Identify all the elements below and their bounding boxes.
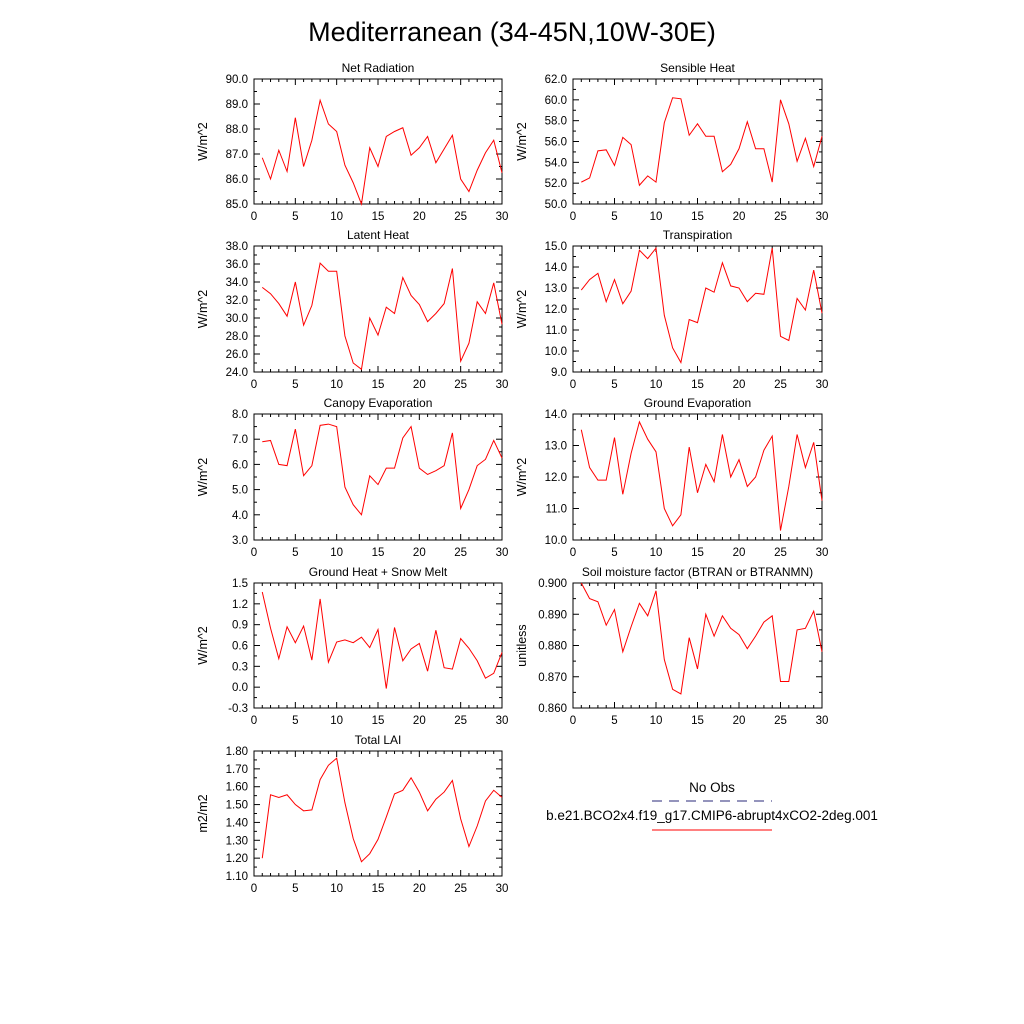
x-tick-label: 25 xyxy=(774,211,787,223)
y-tick-label: 10.0 xyxy=(544,346,567,358)
y-axis-label: W/m^2 xyxy=(196,626,210,665)
x-tick-label: 5 xyxy=(292,547,299,559)
x-tick-label: 0 xyxy=(250,379,258,391)
y-axis-label: unitless xyxy=(515,624,529,667)
x-tick-label: 25 xyxy=(774,715,787,727)
panel-title: Ground Evaporation xyxy=(643,396,752,410)
chart-panel xyxy=(196,565,508,727)
legend-obs-label: No Obs xyxy=(689,780,735,795)
x-tick-label: 30 xyxy=(815,379,829,391)
x-tick-label: 30 xyxy=(815,547,829,559)
y-tick-label: 11.0 xyxy=(545,503,567,516)
y-tick-label: 10.0 xyxy=(544,535,567,547)
y-axis-label: m2/m2 xyxy=(196,794,210,833)
y-tick-label: 8.0 xyxy=(232,409,248,421)
x-tick-label: 15 xyxy=(691,715,704,727)
x-tick-label: 0 xyxy=(569,715,577,727)
x-tick-label: 10 xyxy=(330,379,344,391)
figure-title: Mediterranean (34-45N,10W-30E) xyxy=(308,17,716,47)
y-tick-label: 14.0 xyxy=(544,409,567,421)
y-tick-label: 1.50 xyxy=(225,799,248,812)
x-tick-label: 5 xyxy=(611,715,618,727)
x-tick-label: 15 xyxy=(691,547,704,559)
series-line xyxy=(262,100,502,204)
y-tick-label: 4.0 xyxy=(232,509,248,522)
x-tick-label: 20 xyxy=(412,547,426,559)
plot-frame xyxy=(254,414,502,540)
y-tick-label: 1.30 xyxy=(225,835,248,848)
x-tick-label: 25 xyxy=(454,883,468,895)
y-tick-label: 90.0 xyxy=(225,74,248,86)
x-tick-label: 5 xyxy=(292,715,299,727)
y-tick-label: 86.0 xyxy=(225,174,248,186)
y-tick-label: 0.3 xyxy=(232,661,248,674)
x-tick-label: 15 xyxy=(691,379,704,391)
series-line xyxy=(581,422,822,531)
x-tick-label: 20 xyxy=(412,883,426,895)
chart-panel xyxy=(515,61,828,223)
y-tick-label: 38.0 xyxy=(225,241,248,253)
panel-title: Total LAI xyxy=(354,733,402,747)
legend xyxy=(546,780,878,830)
y-tick-label: 58.0 xyxy=(544,115,567,128)
y-tick-label: 7.0 xyxy=(232,434,248,447)
panel-title: Ground Heat + Snow Melt xyxy=(308,565,448,579)
y-tick-label: 1.70 xyxy=(225,763,248,776)
x-tick-label: 0 xyxy=(250,883,258,895)
x-tick-label: 20 xyxy=(732,547,746,559)
y-axis-label: W/m^2 xyxy=(515,122,529,161)
panel-title: Transpiration xyxy=(662,228,733,242)
x-tick-label: 25 xyxy=(454,547,468,559)
x-tick-label: 15 xyxy=(371,547,385,559)
x-tick-label: 10 xyxy=(330,547,344,559)
y-tick-label: 1.5 xyxy=(232,578,248,590)
y-tick-label: 0.890 xyxy=(538,609,567,622)
y-tick-label: 13.0 xyxy=(544,283,567,295)
x-tick-label: 10 xyxy=(649,379,663,391)
x-tick-label: 25 xyxy=(774,379,787,391)
y-tick-label: 26.0 xyxy=(225,349,248,361)
series-line xyxy=(262,263,502,369)
y-axis-label: W/m^2 xyxy=(196,122,210,161)
x-tick-label: 10 xyxy=(649,547,663,559)
x-tick-label: 10 xyxy=(330,715,344,727)
y-tick-label: 1.10 xyxy=(225,871,248,883)
chart-panel xyxy=(196,228,508,391)
x-tick-label: 10 xyxy=(330,883,344,895)
y-tick-label: 15.0 xyxy=(544,241,567,253)
x-tick-label: 25 xyxy=(454,379,468,391)
y-tick-label: 36.0 xyxy=(225,259,248,271)
x-tick-label: 30 xyxy=(815,715,829,727)
plot-frame xyxy=(254,751,502,876)
x-tick-label: 20 xyxy=(412,379,426,391)
x-tick-label: 30 xyxy=(495,883,509,895)
y-tick-label: 62.0 xyxy=(544,74,567,86)
x-tick-label: 15 xyxy=(371,379,385,391)
x-tick-label: 30 xyxy=(495,547,509,559)
x-tick-label: 10 xyxy=(649,715,663,727)
x-tick-label: 0 xyxy=(250,715,258,727)
x-tick-label: 15 xyxy=(371,715,385,727)
chart-panel xyxy=(196,396,508,559)
y-tick-label: 11.0 xyxy=(545,325,567,337)
x-tick-label: 20 xyxy=(732,715,746,727)
y-tick-label: 12.0 xyxy=(544,304,567,316)
x-tick-label: 10 xyxy=(649,211,663,223)
y-tick-label: 24.0 xyxy=(225,367,248,379)
chart-panel xyxy=(515,565,828,727)
y-tick-label: 0.880 xyxy=(538,640,567,653)
y-tick-label: 6.0 xyxy=(232,459,248,472)
series-line xyxy=(262,592,502,689)
y-tick-label: 0.860 xyxy=(538,703,567,715)
x-tick-label: 0 xyxy=(569,211,577,223)
x-tick-label: 25 xyxy=(454,211,468,223)
y-tick-label: 60.0 xyxy=(544,94,567,107)
y-tick-label: 3.0 xyxy=(232,535,248,547)
series-line xyxy=(581,583,822,694)
y-tick-label: 0.0 xyxy=(232,682,248,695)
panel-title: Canopy Evaporation xyxy=(323,396,433,410)
panel-title: Soil moisture factor (BTRAN or BTRANMN) xyxy=(581,565,814,579)
x-tick-label: 5 xyxy=(292,883,299,895)
y-tick-label: 87.0 xyxy=(225,149,248,161)
y-tick-label: 5.0 xyxy=(232,484,248,497)
x-tick-label: 5 xyxy=(611,547,618,559)
y-tick-label: 0.6 xyxy=(232,640,248,653)
y-tick-label: 88.0 xyxy=(225,124,248,136)
chart-panel xyxy=(196,61,508,223)
y-tick-label: 13.0 xyxy=(544,440,567,453)
x-tick-label: 30 xyxy=(815,211,829,223)
chart-panel xyxy=(515,396,828,559)
legend-model-label: b.e21.BCO2x4.f19_g17.CMIP6-abrupt4xCO2-2deg.001 xyxy=(546,808,878,823)
x-tick-label: 5 xyxy=(611,379,618,391)
y-tick-label: 0.870 xyxy=(538,671,567,684)
y-axis-label: W/m^2 xyxy=(196,289,210,329)
x-tick-label: 5 xyxy=(292,379,299,391)
y-tick-label: 1.20 xyxy=(225,853,248,866)
series-line xyxy=(581,98,822,186)
x-tick-label: 5 xyxy=(611,211,618,223)
x-tick-label: 5 xyxy=(292,211,299,223)
y-axis-label: W/m^2 xyxy=(515,289,529,329)
series-line xyxy=(581,248,822,362)
panels xyxy=(196,61,828,895)
chart-panel xyxy=(196,733,508,895)
x-tick-label: 0 xyxy=(250,211,258,223)
y-tick-label: 1.60 xyxy=(225,781,248,794)
y-tick-label: 56.0 xyxy=(544,136,567,149)
plot-frame xyxy=(573,79,822,204)
y-axis-label: W/m^2 xyxy=(515,457,529,497)
y-tick-label: 32.0 xyxy=(225,295,248,307)
panel-title: Net Radiation xyxy=(341,61,415,75)
x-tick-label: 25 xyxy=(454,715,468,727)
x-tick-label: 20 xyxy=(412,211,426,223)
y-tick-label: 9.0 xyxy=(551,367,567,379)
x-tick-label: 30 xyxy=(495,379,509,391)
plot-frame xyxy=(254,583,502,708)
y-tick-label: 28.0 xyxy=(225,331,248,343)
y-tick-label: 52.0 xyxy=(544,178,567,191)
x-tick-label: 15 xyxy=(371,211,385,223)
y-tick-label: 89.0 xyxy=(225,99,248,111)
x-tick-label: 10 xyxy=(330,211,344,223)
x-tick-label: 15 xyxy=(371,883,385,895)
plot-frame xyxy=(573,246,822,372)
x-tick-label: 20 xyxy=(732,379,746,391)
panel-title: Latent Heat xyxy=(346,228,410,242)
y-tick-label: 1.80 xyxy=(225,746,248,758)
y-tick-label: 0.900 xyxy=(538,578,567,590)
x-tick-label: 25 xyxy=(774,547,787,559)
y-tick-label: 14.0 xyxy=(544,262,567,274)
x-tick-label: 30 xyxy=(495,715,509,727)
y-tick-label: 1.2 xyxy=(232,598,248,611)
x-tick-label: 0 xyxy=(569,547,577,559)
y-tick-label: 34.0 xyxy=(225,277,248,289)
series-line xyxy=(262,424,502,515)
y-axis-label: W/m^2 xyxy=(196,457,210,497)
y-tick-label: 50.0 xyxy=(544,199,567,211)
x-tick-label: 20 xyxy=(732,211,746,223)
y-tick-label: 0.9 xyxy=(232,619,248,632)
plot-frame xyxy=(573,583,822,708)
chart-panel xyxy=(515,228,828,391)
y-tick-label: 1.40 xyxy=(225,817,248,830)
x-tick-label: 20 xyxy=(412,715,426,727)
panel-title: Sensible Heat xyxy=(660,61,735,75)
x-tick-label: 0 xyxy=(250,547,258,559)
x-tick-label: 0 xyxy=(569,379,577,391)
y-tick-label: 30.0 xyxy=(225,313,248,325)
y-tick-label: -0.3 xyxy=(228,703,248,715)
x-tick-label: 15 xyxy=(691,211,704,223)
x-tick-label: 30 xyxy=(495,211,509,223)
series-line xyxy=(262,758,502,862)
y-tick-label: 54.0 xyxy=(544,157,567,170)
plot-frame xyxy=(573,414,822,540)
y-tick-label: 85.0 xyxy=(225,199,248,211)
y-tick-label: 12.0 xyxy=(544,472,567,484)
